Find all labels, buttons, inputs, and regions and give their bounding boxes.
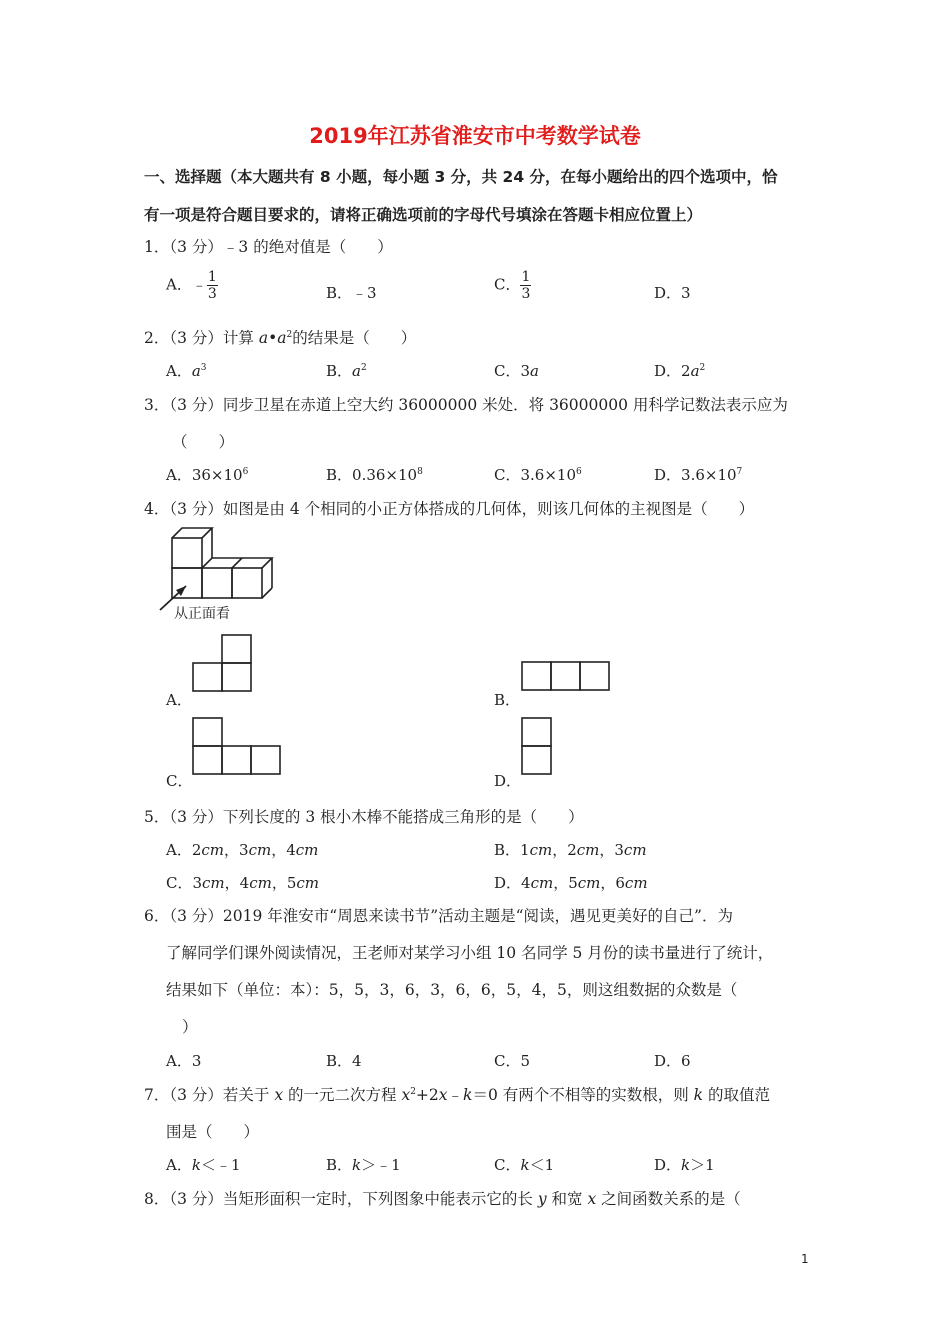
q4-option-b-shape: [519, 660, 613, 694]
q1-option-c: C． $\frac{1}{3}$: [494, 269, 531, 302]
q3-stem: 3．（3 分）同步卫星在赤道上空大约 36000000 米处．将 36000000 用科学记数法表示应为: [144, 396, 788, 414]
q4-option-a-label: A．: [166, 691, 192, 709]
q6-option-b: B．4: [326, 1052, 362, 1070]
q6-stem-line2: 了解同学们课外阅读情况，王老师对某学习小组 10 名同学 5 月份的读书量进行了统计，: [166, 944, 774, 962]
q5-option-a: A．2cm，3cm，4cm: [166, 841, 319, 859]
q6-option-d: D．6: [654, 1052, 691, 1070]
q1-option-b: B．﹣3: [326, 284, 377, 302]
q4-view-label: 从正面看: [174, 606, 230, 622]
q2-stem: 2．（3 分）计算 $a•a^2$的结果是（ ）: [144, 329, 417, 347]
q4-option-d-shape: [519, 715, 557, 777]
q7-option-c: C．k＜1: [494, 1156, 555, 1174]
q6-stem-line4: ）: [182, 1018, 198, 1036]
q2-option-c: C．3a: [494, 362, 539, 380]
q3-option-b: B．$0.36\times 10^8$: [326, 466, 423, 484]
q5-stem: 5．（3 分）下列长度的 3 根小木棒不能搭成三角形的是（ ）: [144, 808, 584, 826]
q2-option-a: A．$a^3$: [166, 362, 207, 380]
q1-stem: 1．（3 分）﹣3 的绝对值是（ ）: [144, 238, 393, 256]
q6-stem-line1: 6．（3 分）2019 年淮安市“周恩来读书节”活动主题是“阅读，遇见更美好的自己”．为: [144, 907, 733, 925]
q6-stem-line3: 结果如下（单位：本）：5，5，3，6，3，6，6，5，4，5，则这组数据的众数是（: [166, 981, 738, 999]
q7-option-a: A．k＜﹣1: [166, 1156, 241, 1174]
q2-option-d: D．$2a^2$: [654, 362, 706, 380]
q4-stem: 4．（3 分）如图是由 4 个相同的小正方体搭成的几何体，则该几何体的主视图是（ ）: [144, 500, 755, 518]
q4-option-c-shape: [190, 715, 286, 777]
q4-option-a-shape: [190, 633, 254, 693]
q4-option-b-label: B．: [494, 691, 521, 709]
q7-stem-line2: 围是（ ）: [166, 1123, 260, 1141]
q1-c-fraction: $\frac{1}{3}$: [521, 269, 531, 302]
q7-option-b: B．k＞﹣1: [326, 1156, 401, 1174]
q1-option-a: A．﹣ $\frac{1}{3}$: [166, 269, 217, 302]
q5-option-d: D．4cm，5cm，6cm: [494, 874, 648, 892]
q5-option-b: B．1cm，2cm，3cm: [494, 841, 647, 859]
q4-option-d-label: D．: [494, 772, 522, 790]
q5-option-c: C．3cm，4cm，5cm: [166, 874, 319, 892]
page-title: 2019年江苏省淮安市中考数学试卷: [309, 124, 641, 148]
section-heading-line1: 一、选择题（本大题共有 8 小题，每小题 3 分，共 24 分，在每小题给出的四个选项中，恰: [144, 168, 778, 186]
q2-option-b: B．$a^2$: [326, 362, 367, 380]
q3-stem-line2: （ ）: [172, 433, 235, 451]
q1-option-d: D．3: [654, 284, 691, 302]
q4-option-c-label: C．: [166, 772, 193, 790]
q6-option-a: A．3: [166, 1052, 202, 1070]
q6-option-c: C．5: [494, 1052, 531, 1070]
q8-stem: 8．（3 分）当矩形面积一定时，下列图象中能表示它的长 y 和宽 x 之间函数关系的是（: [144, 1190, 741, 1208]
section-heading-line2: 有一项是符合题目要求的，请将正确选项前的字母代号填涂在答题卡相应位置上）: [144, 206, 703, 224]
q7-option-d: D．k＞1: [654, 1156, 715, 1174]
q1-a-fraction: $\frac{1}{3}$: [207, 269, 217, 302]
q3-option-d: D．$3.6\times 10^7$: [654, 466, 743, 484]
page-number: 1: [801, 1252, 809, 1266]
q7-stem-line1: 7．（3 分）若关于 x 的一元二次方程 $x^2+2x﹣k=0$ 有两个不相等的实数根，则 k 的取值范: [144, 1086, 771, 1104]
q3-option-a: A．$36\times 10^6$: [166, 466, 249, 484]
q3-option-c: C．$3.6\times 10^6$: [494, 466, 582, 484]
